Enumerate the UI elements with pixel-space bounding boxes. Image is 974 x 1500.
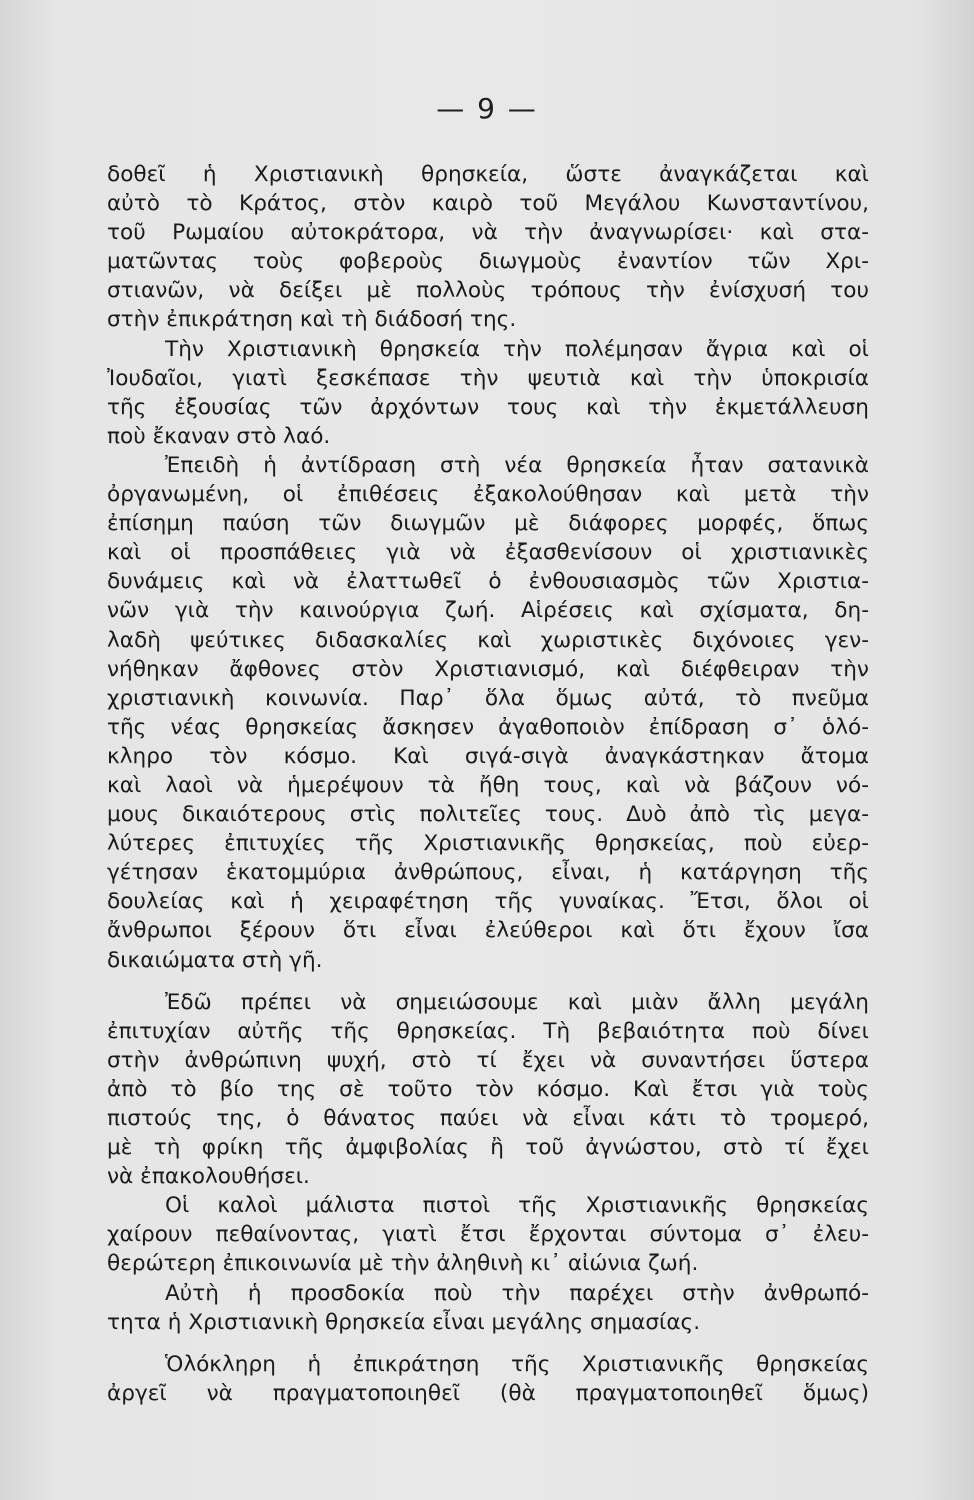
text-line: κληρο τὸν κόσμο. Καὶ σιγά-σιγὰ ἀναγκάστηκαν ἄτομα <box>107 743 869 769</box>
text-line: Ἰουδαῖοι, γιατὶ ξεσκέπασε τὴν ψευτιὰ καὶ τὴν ὑποκρισία <box>107 365 869 391</box>
text-line: στιανῶν, νὰ δείξει μὲ πολλοὺς τρόπους τὴν ἐνίσχυσή του <box>107 278 869 304</box>
text-line: μὲ τὴ φρίκη τῆς ἀμφιβολίας ἢ τοῦ ἀγνώστου, στὸ τί ἔχει <box>107 1135 869 1161</box>
text-line: ἄνθρωποι ξέρουν ὅτι εἶναι ἐλεύθεροι καὶ ὅτι ἔχουν ἴσα <box>107 918 869 944</box>
text-line: αὐτὸ τὸ Κράτος, στὸν καιρὸ τοῦ Μεγάλου Κωνσταντίνου, <box>107 191 869 217</box>
text-line: Ἐπειδὴ ἡ ἀντίδραση στὴ νέα θρησκεία ἦταν σατανικὰ <box>165 452 869 478</box>
text-line: Οἱ καλοὶ μάλιστα πιστοὶ τῆς Χριστιανικῆς θρησκείας <box>165 1193 869 1219</box>
text-line: δουλείας καὶ ἡ χειραφέτηση τῆς γυναίκας. Ἔτσι, ὅλοι οἱ <box>107 889 869 915</box>
text-line: ὀργανωμένη, οἱ ἐπιθέσεις ἐξακολούθησαν καὶ μετὰ τὴν <box>107 482 869 508</box>
text-line: ἀργεῖ νὰ πραγματοποιηθεῖ (θὰ πραγματοποιηθεῖ ὅμως) <box>107 1380 869 1406</box>
text-line: γέτησαν ἑκατομμύρια ἀνθρώπους, εἶναι, ἡ κατάργηση τῆς <box>107 860 869 886</box>
text-line: μους δικαιότερους στὶς πολιτεῖες τους. Δυὸ ἀπὸ τὶς μεγα- <box>107 802 869 828</box>
paragraph-gap <box>107 975 869 988</box>
text-line: ματῶντας τοὺς φοβεροὺς διωγμοὺς ἐναντίον τῶν Χρι- <box>107 249 869 275</box>
text-line: καὶ οἱ προσπάθειες γιὰ νὰ ἐξασθενίσουν οἱ χριστιανικὲς <box>107 540 869 566</box>
text-line: καὶ λαοὶ νὰ ἡμερέψουν τὰ ἤθη τους, καὶ νὰ βάζουν νό- <box>107 772 869 798</box>
text-line: θερώτερη ἐπικοινωνία μὲ τὴν ἀληθινὴ κι᾽ αἰώνια ζωή. <box>107 1251 699 1277</box>
text-line: χριστιανικὴ κοινωνία. Παρ᾽ ὅλα ὅμως αὐτά, τὸ πνεῦμα <box>107 685 869 711</box>
text-line: τῆς ἐξουσίας τῶν ἀρχόντων τους καὶ τὴν ἐκμετάλλευση <box>107 394 869 420</box>
text-line: νῶν γιὰ τὴν καινούργια ζωή. Αἱρέσεις καὶ σχίσματα, δη- <box>107 598 869 624</box>
text-line: λύτερες ἐπιτυχίες τῆς Χριστιανικῆς θρησκείας, ποὺ εὐερ- <box>107 831 869 857</box>
text-line: στὴν ἀνθρώπινη ψυχή, στὸ τί ἔχει νὰ συναντήσει ὕστερα <box>107 1047 869 1073</box>
text-line: Ὁλόκληρη ἡ ἐπικράτηση τῆς Χριστιανικῆς θρησκείας <box>165 1351 869 1377</box>
text-line: χαίρουν πεθαίνοντας, γιατὶ ἔτσι ἔρχονται σύντομα σ᾽ ἐλευ- <box>107 1222 869 1248</box>
text-line: τητα ἡ Χριστιανικὴ θρησκεία εἶναι μεγάλης σημασίας. <box>107 1309 701 1335</box>
text-line: τῆς νέας θρησκείας ἄσκησεν ἀγαθοποιὸν ἐπίδραση σ᾽ ὁλό- <box>107 714 869 740</box>
text-line: λαδὴ ψεύτικες διδασκαλίες καὶ χωριστικὲς διχόνοιες γεν- <box>107 627 869 653</box>
text-line: δυνάμεις καὶ νὰ ἐλαττωθεῖ ὁ ἐνθουσιασμὸς τῶν Χριστια- <box>107 569 869 595</box>
text-line: ἐπιτυχίαν αὐτῆς τῆς θρησκείας. Τὴ βεβαιότητα ποὺ δίνει <box>107 1018 869 1044</box>
page-number: — 9 — <box>436 92 538 125</box>
text-line: ἐπίσημη παύση τῶν διωγμῶν μὲ διάφορες μορφές, ὅπως <box>107 511 869 537</box>
text-line: πιστούς της, ὁ θάνατος παύει νὰ εἶναι κάτι τὸ τρομερό, <box>107 1106 869 1131</box>
paragraph-gap <box>107 1337 869 1350</box>
text-line: τοῦ Ρωμαίου αὐτοκράτορα, νὰ τὴν ἀναγνωρίσει· καὶ στα- <box>107 220 869 246</box>
text-line: Ἐδῶ πρέπει νὰ σημειώσουμε καὶ μιὰν ἄλλη μεγάλη <box>165 989 869 1015</box>
text-line: ἀπὸ τὸ βίο της σὲ τοῦτο τὸν κόσμο. Καὶ ἔτσι γιὰ τοὺς <box>107 1076 869 1102</box>
text-line: Τὴν Χριστιανικὴ θρησκεία τὴν πολέμησαν ἄγρια καὶ οἱ <box>165 336 869 362</box>
text-line: στὴν ἐπικράτηση καὶ τὴ διάδοσή της. <box>107 307 517 333</box>
text-line: ποὺ ἔκαναν στὸ λαό. <box>107 423 331 449</box>
text-line: Αὐτὴ ἡ προσδοκία ποὺ τὴν παρέχει στὴν ἀνθρωπό- <box>165 1280 869 1306</box>
text-line: δικαιώματα στὴ γῆ. <box>107 947 323 973</box>
text-line: νὰ ἐπακολουθήσει. <box>107 1164 310 1190</box>
text-line: νήθηκαν ἄφθονες στὸν Χριστιανισμό, καὶ διέφθειραν τὴν <box>107 656 869 682</box>
text-line: δοθεῖ ἡ Χριστιανικὴ θρησκεία, ὥστε ἀναγκάζεται καὶ <box>107 162 869 187</box>
body-text <box>107 160 869 1408</box>
